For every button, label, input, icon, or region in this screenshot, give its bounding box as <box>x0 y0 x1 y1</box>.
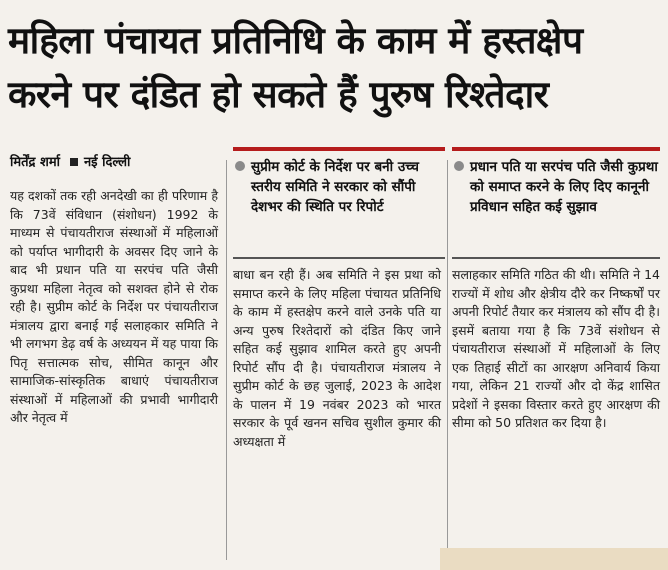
headline-line-1: महिला पंचायत प्रतिनिधि के काम में हस्तक्षेप <box>8 19 583 62</box>
subhead-2-text: प्रधान पति या सरपंच पति जैसी कुप्रथा को समाप्त करने के लिए दिए कानूनी प्रविधान सहित कई सुझाव <box>470 159 658 215</box>
subhead-1 <box>235 157 445 217</box>
square-bullet-icon <box>70 158 78 166</box>
article-column-1: यह दशकों तक रही अनदेखी का ही परिणाम है कि 73वें संविधान (संशोधन) 1992 के माध्यम से पंचायतीराज संस्थाओं में महिलाओं को पर्याप्त भागीदारी के अवसर दिए जाने के बाद भी प्रधान पति या सरपंच पति जैसी कुप्रथा महिला नेतृत्व को सशक्त होने से रोक रही है। सुप्रीम कोर्ट के निर्देश पर पंचायतीराज मंत्रालय द्वारा बनाई गई सलाहकार समिति ने भी लगभग डेढ़ वर्ष के अध्ययन में यह पाया कि पितृ सत्तात्मक सोच, सीमित कानून और सामाजिक-सांस्कृतिक बाधाएं पंचायतीराज संस्थाओं में महिलाओं की प्रभावी भागीदारी और नेतृत्व में <box>10 188 218 425</box>
subhead-rule-top-1 <box>233 147 445 151</box>
subhead-1-text: सुप्रीम कोर्ट के निर्देश पर बनी उच्च स्तरीय समिति ने सरकार को सौंपी देशभर की स्थिति पर रिपोर्ट <box>251 159 419 215</box>
subhead-rule-bottom-2 <box>452 257 660 259</box>
article-column-2: बाधा बन रही हैं। अब समिति ने इस प्रथा को समाप्त करने के लिए महिला पंचायत प्रतिनिधि के काम में हस्तक्षेप करने वाले उनके पति या अन्य पुरुष रिश्तेदारों को दंडित किए जाने सहित कई सुझाव शामिल करते हुए अपनी रिपोर्ट सौंप दी है। पंचायतीराज मंत्रालय ने सुप्रीम कोर्ट के छह जुलाई, 2023 के आदेश के पालन में 19 नवंबर 2023 को भारत सरकार के पूर्व खनन सचिव सुशील कुमार की अध्यक्षता में <box>233 267 441 449</box>
byline <box>10 152 220 170</box>
column-divider-2 <box>447 160 448 560</box>
subhead-rule-bottom-1 <box>233 257 445 259</box>
article-column-3: सलाहकार समिति गठित की थी। समिति ने 14 राज्यों में शोध और क्षेत्रीय दौरे कर निष्कर्षों पर अपनी रिपोर्ट तैयार कर मंत्रालय को सौंप दी है। इसमें बताया गया है कि 73वें संशोधन से पंचायतीराज संस्थाओं में महिलाओं के लिए एक तिहाई सीटों का आरक्षण अनिवार्य किया गया, लेकिन 21 राज्यों और दो केंद्र शासित प्रदेशों ने इसका विस्तार करते हुए आरक्षण की सीमा को 50 प्रतिशत कर दिया है। <box>452 267 660 430</box>
byline-author: मिर्तेंद्र शर्मा <box>10 155 60 170</box>
subhead-2 <box>454 157 660 217</box>
headline <box>8 14 660 122</box>
subhead-rule-top-2 <box>452 147 660 151</box>
page-corner-shade <box>440 548 668 570</box>
byline-location: नई दिल्ली <box>83 155 131 170</box>
headline-line-2: करने पर दंडित हो सकते हैं पुरुष रिश्तेदार <box>8 73 549 116</box>
bullet-dot-icon <box>454 161 464 171</box>
bullet-dot-icon <box>235 161 245 171</box>
column-divider-1 <box>226 160 227 560</box>
